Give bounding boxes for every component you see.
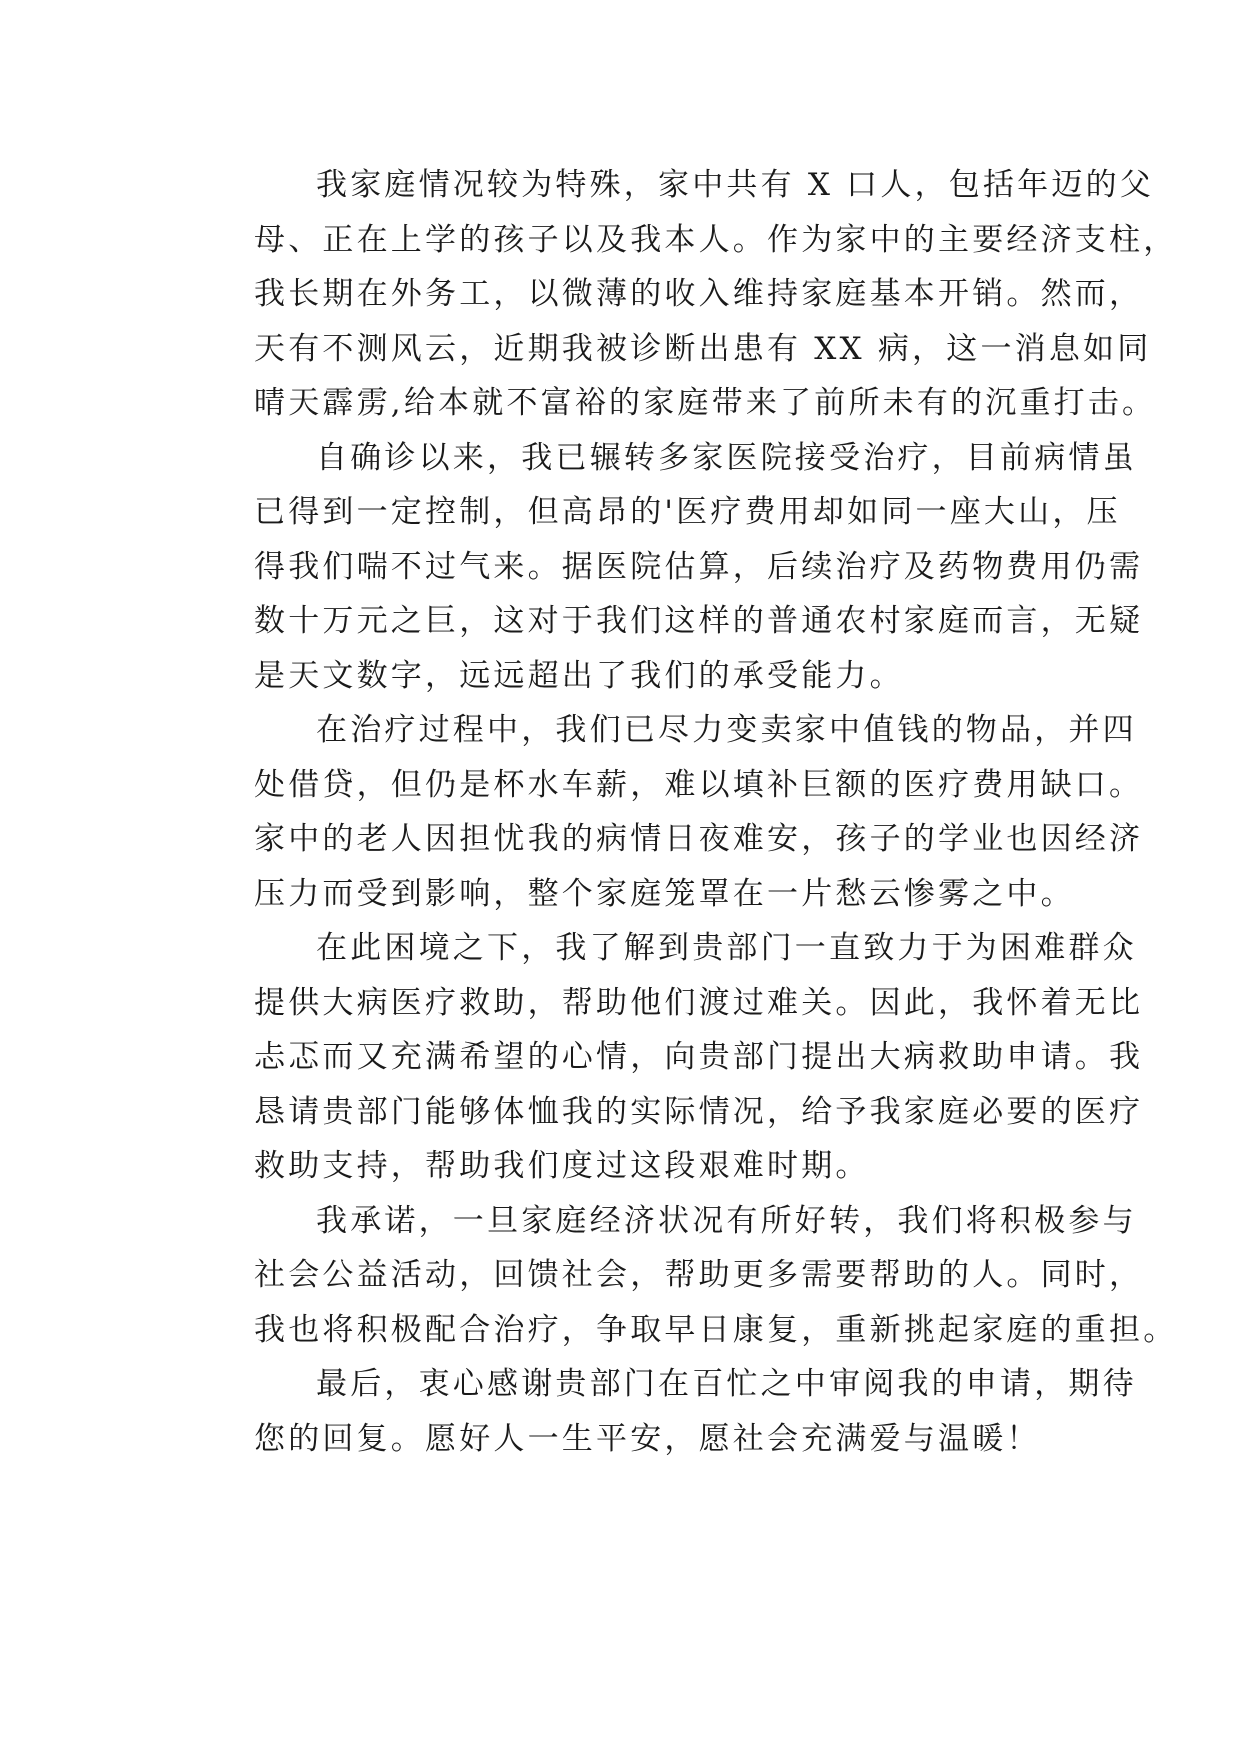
- text-line: 是天文数字，远远超出了我们的承受能力。: [254, 657, 904, 694]
- text-line: 家中的老人因担忧我的病情日夜难安，孩子的学业也因经济: [254, 821, 1144, 857]
- paragraph-3: [192, 703, 1144, 921]
- text-line: 母、正在上学的孩子以及我本人。作为家中的主要经济支柱，: [254, 221, 1178, 258]
- text-line: 得我们喘不过气来。据医院估算，后续治疗及药物费用仍需: [254, 548, 1144, 585]
- text-line: 最后，衷心感谢贵部门在百忙之中审阅我的申请，期待: [316, 1366, 1137, 1402]
- paragraph-5: [192, 1194, 1178, 1358]
- text-line: 您的回复。愿好人一生平安，愿社会充满爱与温暖！: [254, 1420, 1041, 1457]
- text-line: 我长期在外务工，以微薄的收入维持家庭基本开销。然而，: [254, 276, 1144, 312]
- text-line: 提供大病医疗救助，帮助他们渡过难关。因此，我怀着无比: [254, 984, 1144, 1021]
- text-line: 处借贷，但仍是杯水车薪，难以填补巨额的医疗费用缺口。: [254, 766, 1144, 803]
- text-line: 恳请贵部门能够体恤我的实际情况，给予我家庭必要的医疗: [254, 1093, 1144, 1130]
- text-line: 我也将积极配合治疗，争取早日康复，重新挑起家庭的重担。: [254, 1311, 1178, 1348]
- text-line: 数十万元之巨，这对于我们这样的普通农村家庭而言，无疑: [254, 603, 1144, 639]
- text-line: 我承诺，一旦家庭经济状况有所好转，我们将积极参与: [316, 1202, 1137, 1239]
- text-line: 压力而受到影响，整个家庭笼罩在一片愁云惨雾之中。: [254, 875, 1075, 912]
- text-line: 已得到一定控制，但高昂的'医疗费用却如同一座大山，压: [254, 494, 1121, 530]
- text-line: 晴天霹雳,给本就不富裕的家庭带来了前所未有的沉重打击。: [254, 385, 1157, 421]
- document-body: [192, 158, 1178, 1466]
- text-line: 忐忑而又充满希望的心情，向贵部门提出大病救助申请。我: [254, 1039, 1144, 1075]
- paragraph-2: [192, 431, 1144, 704]
- text-line: 天有不测风云，近期我被诊断出患有 XX 病，这一消息如同: [254, 330, 1152, 367]
- text-line: 我家庭情况较为特殊，家中共有 X 口人，包括年迈的父: [316, 167, 1154, 203]
- paragraph-6: [192, 1357, 1137, 1466]
- text-line: 救助支持，帮助我们度过这段艰难时期。: [254, 1148, 870, 1184]
- text-line: 在治疗过程中，我们已尽力变卖家中值钱的物品，并四: [316, 712, 1137, 748]
- text-line: 社会公益活动，回馈社会，帮助更多需要帮助的人。同时，: [254, 1257, 1144, 1293]
- text-line: 在此困境之下，我了解到贵部门一直致力于为困难群众: [316, 930, 1137, 966]
- paragraph-4: [192, 921, 1144, 1194]
- text-line: 自确诊以来，我已辗转多家医院接受治疗，目前病情虽: [316, 439, 1137, 476]
- paragraph-1: [192, 158, 1178, 431]
